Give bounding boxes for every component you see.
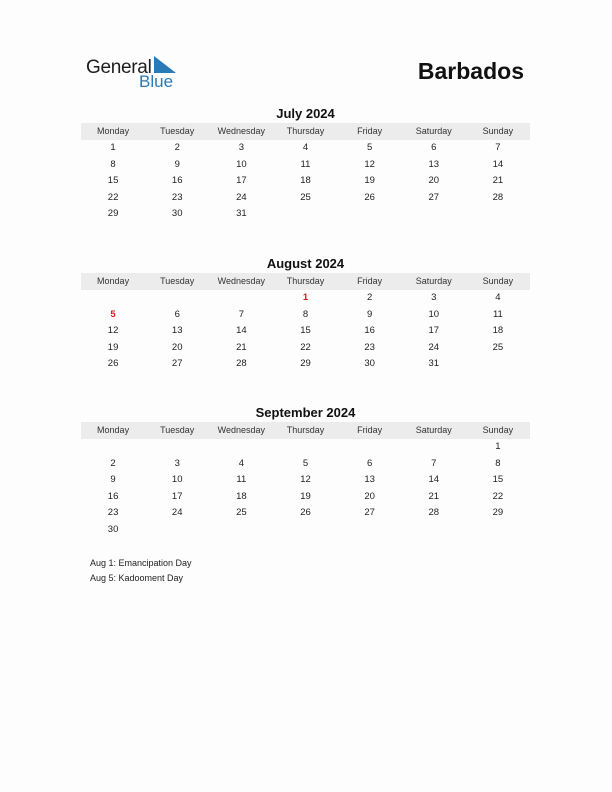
week-row — [81, 340, 530, 357]
empty-day-cell — [209, 522, 273, 539]
week-row — [81, 290, 530, 307]
day-cell: 25 — [300, 191, 311, 203]
day-cell: 24 — [428, 341, 440, 353]
month-title: July 2024 — [276, 106, 335, 121]
day-cell: 29 — [107, 208, 119, 219]
day-cell: 2 — [366, 292, 373, 303]
day-cell: 24 — [236, 191, 247, 203]
day-cell: 17 — [236, 175, 247, 186]
month-september — [81, 404, 530, 538]
day-cell: 26 — [300, 507, 311, 518]
month-july — [81, 105, 530, 223]
holiday-notes — [90, 556, 192, 585]
week-row — [81, 206, 530, 223]
day-cell: 6 — [366, 457, 373, 469]
day-cell: 4 — [302, 142, 309, 153]
day-cell: 25 — [492, 341, 504, 353]
empty-day-cell — [209, 290, 273, 307]
day-cell: 5 — [302, 457, 309, 469]
weekday-header — [81, 273, 530, 290]
empty-day-cell — [402, 439, 466, 456]
weekday-label: Tuesday — [160, 425, 195, 435]
weekday-label: Thursday — [286, 276, 325, 286]
weekday-label: Friday — [357, 276, 383, 286]
day-cell: 23 — [107, 507, 119, 518]
day-cell: 24 — [171, 507, 183, 518]
day-cell: 20 — [428, 175, 440, 186]
empty-day-cell — [466, 206, 530, 223]
day-cell: 13 — [171, 325, 183, 336]
weekday-label: Wednesday — [217, 126, 266, 136]
week-row — [81, 307, 530, 324]
weekday-label: Sunday — [482, 126, 514, 136]
logo-general-text: General — [86, 57, 152, 78]
weekday-header — [81, 123, 530, 140]
day-cell: 23 — [171, 191, 183, 203]
day-cell: 10 — [171, 474, 183, 485]
day-cell: 7 — [495, 142, 501, 153]
day-cell: 28 — [428, 507, 440, 518]
day-cell: 20 — [364, 490, 375, 502]
empty-day-cell — [402, 206, 466, 223]
day-cell: 19 — [364, 175, 375, 186]
day-cell: 9 — [174, 158, 180, 170]
month-weeks — [81, 140, 530, 223]
day-cell: 11 — [492, 308, 503, 320]
day-cell: 27 — [428, 191, 440, 203]
weekday-label: Thursday — [286, 126, 325, 136]
day-cell: 8 — [495, 457, 501, 469]
country-title: Barbados — [417, 58, 524, 84]
day-cell: 2 — [174, 142, 180, 153]
holiday-day-cell: 1 — [302, 292, 309, 303]
weekday-label: Thursday — [286, 425, 325, 435]
week-row — [81, 522, 530, 539]
month-weeks — [81, 439, 530, 538]
day-cell: 13 — [428, 158, 440, 170]
day-cell: 5 — [366, 142, 373, 153]
day-cell: 22 — [107, 191, 119, 203]
week-row — [81, 157, 530, 174]
month-weeks — [81, 290, 530, 373]
day-cell: 9 — [110, 474, 116, 485]
empty-day-cell — [273, 206, 337, 223]
day-cell: 11 — [300, 158, 311, 170]
logo-blue-text: Blue — [139, 72, 174, 91]
day-cell: 14 — [236, 325, 247, 336]
weekday-label: Wednesday — [217, 425, 266, 435]
day-cell: 31 — [428, 358, 440, 369]
day-cell: 1 — [495, 441, 501, 452]
day-cell: 19 — [300, 490, 311, 502]
day-cell: 27 — [364, 507, 375, 518]
day-cell: 29 — [300, 358, 311, 369]
weekday-label: Tuesday — [160, 126, 195, 136]
day-cell: 2 — [110, 457, 116, 469]
day-cell: 18 — [236, 490, 247, 502]
day-cell: 30 — [107, 523, 119, 535]
week-row — [81, 472, 530, 489]
day-cell: 17 — [171, 490, 183, 502]
day-cell: 16 — [107, 490, 119, 502]
empty-day-cell — [466, 356, 530, 373]
day-cell: 14 — [428, 474, 440, 485]
day-cell: 15 — [300, 325, 311, 336]
day-cell: 15 — [107, 175, 119, 186]
day-cell: 10 — [428, 308, 440, 320]
week-row — [81, 190, 530, 207]
weekday-label: Wednesday — [217, 276, 266, 286]
day-cell: 13 — [364, 474, 375, 485]
empty-day-cell — [145, 290, 209, 307]
weekday-label: Saturday — [415, 425, 452, 435]
day-cell: 12 — [364, 158, 375, 170]
empty-day-cell — [209, 439, 273, 456]
weekday-label: Tuesday — [160, 276, 195, 286]
week-row — [81, 489, 530, 506]
weekday-label: Monday — [97, 425, 130, 435]
empty-day-cell — [81, 439, 145, 456]
day-cell: 21 — [492, 175, 504, 186]
empty-day-cell — [273, 439, 337, 456]
day-cell: 21 — [236, 341, 247, 353]
day-cell: 6 — [431, 142, 437, 153]
day-cell: 21 — [428, 490, 440, 502]
day-cell: 26 — [107, 358, 119, 369]
week-row — [81, 456, 530, 473]
day-cell: 20 — [171, 341, 183, 353]
day-cell: 23 — [364, 341, 375, 353]
day-cell: 8 — [302, 308, 309, 320]
day-cell: 4 — [495, 292, 501, 303]
day-cell: 22 — [492, 490, 504, 502]
empty-day-cell — [338, 206, 402, 223]
empty-day-cell — [81, 290, 145, 307]
empty-day-cell — [145, 522, 209, 539]
day-cell: 30 — [364, 358, 375, 369]
week-row — [81, 173, 530, 190]
holiday-day-cell: 5 — [110, 308, 116, 320]
day-cell: 3 — [431, 292, 437, 303]
weekday-label: Friday — [357, 126, 383, 136]
holiday-note: Aug 1: Emancipation Day — [90, 558, 192, 568]
day-cell: 10 — [236, 158, 247, 170]
weekday-label: Sunday — [482, 425, 514, 435]
day-cell: 25 — [236, 507, 247, 518]
day-cell: 1 — [110, 142, 116, 153]
day-cell: 6 — [174, 308, 180, 320]
day-cell: 8 — [110, 158, 116, 170]
day-cell: 16 — [364, 325, 375, 336]
day-cell: 7 — [238, 308, 244, 320]
day-cell: 12 — [107, 325, 119, 336]
day-cell: 28 — [492, 191, 504, 203]
day-cell: 30 — [171, 208, 183, 219]
day-cell: 7 — [431, 457, 437, 469]
day-cell: 19 — [107, 341, 119, 353]
day-cell: 17 — [428, 325, 440, 336]
day-cell: 11 — [236, 474, 247, 485]
empty-day-cell — [273, 522, 337, 539]
day-cell: 3 — [174, 457, 180, 469]
weekday-label: Monday — [97, 276, 130, 286]
generalblue-logo — [86, 54, 186, 94]
day-cell: 16 — [171, 175, 183, 186]
week-row — [81, 323, 530, 340]
day-cell: 14 — [492, 158, 504, 170]
month-title: August 2024 — [266, 256, 345, 271]
day-cell: 9 — [366, 308, 373, 320]
day-cell: 26 — [364, 191, 375, 203]
week-row — [81, 356, 530, 373]
empty-day-cell — [402, 522, 466, 539]
empty-day-cell — [338, 522, 402, 539]
empty-day-cell — [145, 439, 209, 456]
day-cell: 3 — [238, 142, 244, 153]
week-row — [81, 439, 530, 456]
holiday-note: Aug 5: Kadooment Day — [90, 572, 184, 583]
weekday-label: Saturday — [415, 276, 452, 286]
day-cell: 18 — [300, 175, 311, 186]
month-august — [81, 255, 530, 373]
weekday-label: Monday — [97, 126, 130, 136]
day-cell: 27 — [171, 358, 183, 369]
day-cell: 29 — [492, 507, 504, 518]
day-cell: 12 — [300, 474, 311, 485]
empty-day-cell — [466, 522, 530, 539]
day-cell: 18 — [492, 325, 504, 336]
weekday-header — [81, 422, 530, 439]
weekday-label: Saturday — [415, 126, 452, 136]
day-cell: 28 — [236, 358, 247, 369]
empty-day-cell — [338, 439, 402, 456]
weekday-label: Sunday — [482, 276, 514, 286]
day-cell: 31 — [236, 208, 247, 219]
week-row — [81, 505, 530, 522]
month-title: September 2024 — [255, 405, 356, 420]
weekday-label: Friday — [357, 425, 383, 435]
day-cell: 15 — [492, 474, 504, 485]
day-cell: 4 — [238, 457, 244, 469]
week-row — [81, 140, 530, 157]
day-cell: 22 — [300, 341, 311, 353]
